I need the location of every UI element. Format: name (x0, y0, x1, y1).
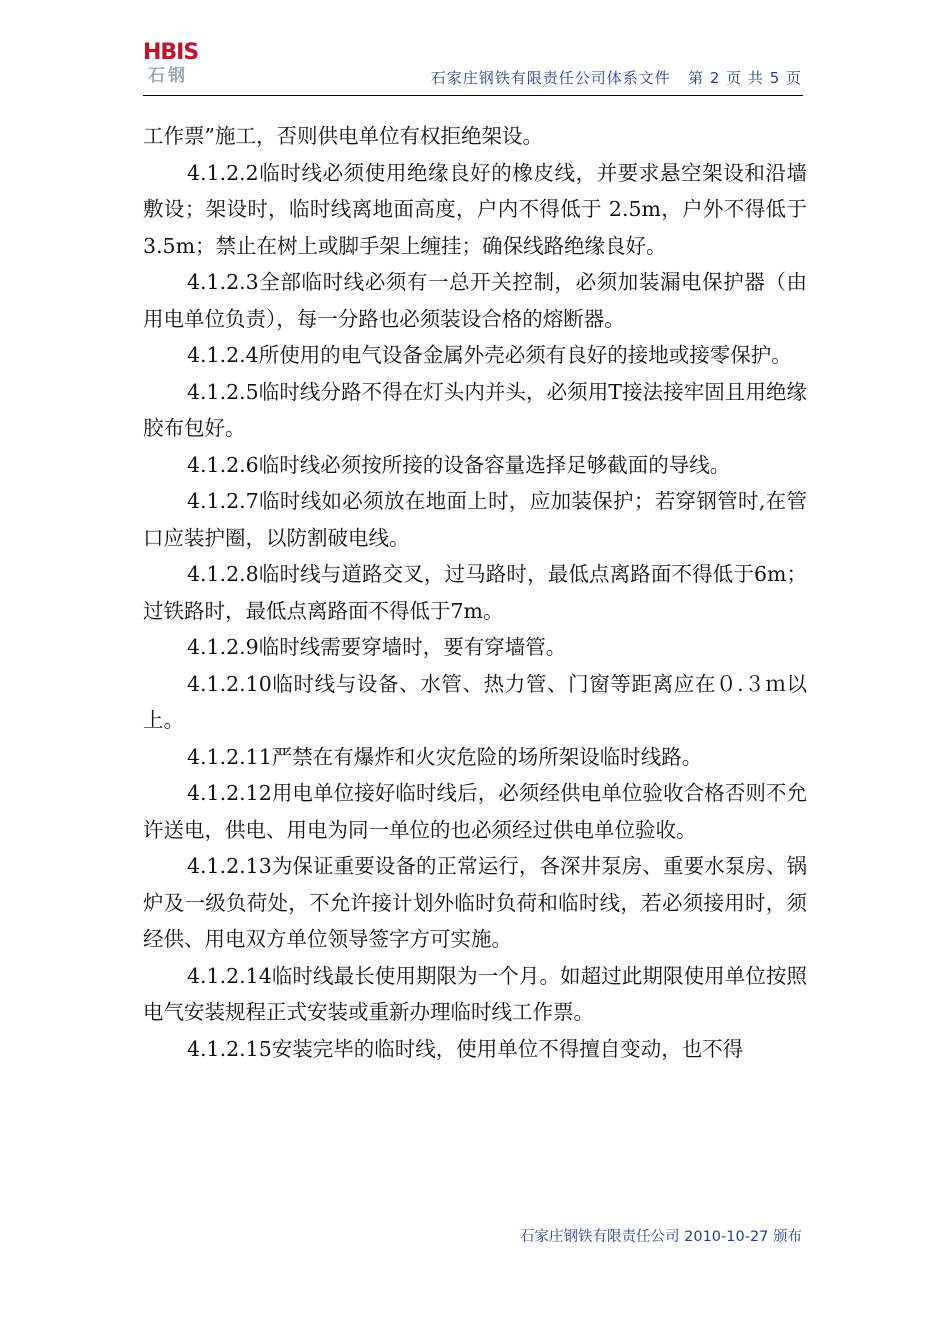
header-title: 石家庄钢铁有限责任公司体系文件 第 2 页 共 5 页 (430, 69, 802, 87)
logo-chinese-text: 石钢 (148, 66, 188, 86)
paragraph: 4.1.2.12用电单位接好临时线后，必须经供电单位验收合格否则不允许送电，供电、用电为同一单位的也必须经过供电单位验收。 (143, 781, 807, 842)
paragraph: 4.1.2.9临时线需要穿墙时，要有穿墙管。 (187, 635, 567, 659)
paragraph: 4.1.2.3全部临时线必须有一总开关控制，必须加装漏电保护器（由用电单位负责），每一分路也必须装设合格的熔断器。 (143, 270, 807, 331)
header-divider (143, 95, 803, 96)
logo-english-text: HBIS (143, 40, 199, 65)
paragraph: 4.1.2.8临时线与道路交叉，过马路时，最低点离路面不得低于6m；过铁路时，最低点离路面不得低于7m。 (143, 562, 807, 623)
paragraph: 工作票”施工，否则供电单位有权拒绝架设。 (143, 124, 543, 148)
document-body (143, 118, 807, 1067)
paragraph: 4.1.2.11严禁在有爆炸和火灾危险的场所架设临时线路。 (187, 744, 703, 769)
paragraph: 4.1.2.15安装完毕的临时线，使用单位不得擅自变动，也不得 (187, 1036, 744, 1061)
paragraph: 4.1.2.13为保证重要设备的正常运行，各深井泵房、重要水泵房、锅炉及一级负荷处，不允许接计划外临时负荷和临时线，若必须接用时，须经供、用电双方单位领导签字方可实施。 (143, 854, 807, 951)
paragraph: 4.1.2.4所使用的电气设备金属外壳必须有良好的接地或接零保护。 (187, 343, 792, 367)
paragraph: 4.1.2.5临时线分路不得在灯头内并头，必须用T接法接牢固且用绝缘胶布包好。 (143, 379, 807, 440)
paragraph: 4.1.2.10临时线与设备、水管、热力管、门窗等距离应在０.３ｍ以上。 (143, 671, 807, 732)
paragraph: 4.1.2.14临时线最长使用期限为一个月。如超过此期限使用单位按照电气安装规程正式安装或重新办理临时线工作票。 (143, 963, 807, 1024)
footer-issue-line: 石家庄钢铁有限责任公司 2010-10-27 颁布 (520, 1229, 802, 1245)
paragraph: 4.1.2.6临时线必须按所接的设备容量选择足够截面的导线。 (187, 452, 731, 477)
hbis-logo (143, 42, 203, 92)
paragraph: 4.1.2.2临时线必须使用绝缘良好的橡皮线，并要求悬空架设和沿墙敷设；架设时，临时线离地面高度，户内不得低于 2.5m，户外不得低于 3.5m；禁止在树上或脚手架上缠挂；确保线路绝缘良好。 (143, 160, 807, 258)
paragraph: 4.1.2.7临时线如必须放在地面上时，应加装保护；若穿钢管时,在管口应装护圈，以防割破电线。 (143, 489, 807, 550)
